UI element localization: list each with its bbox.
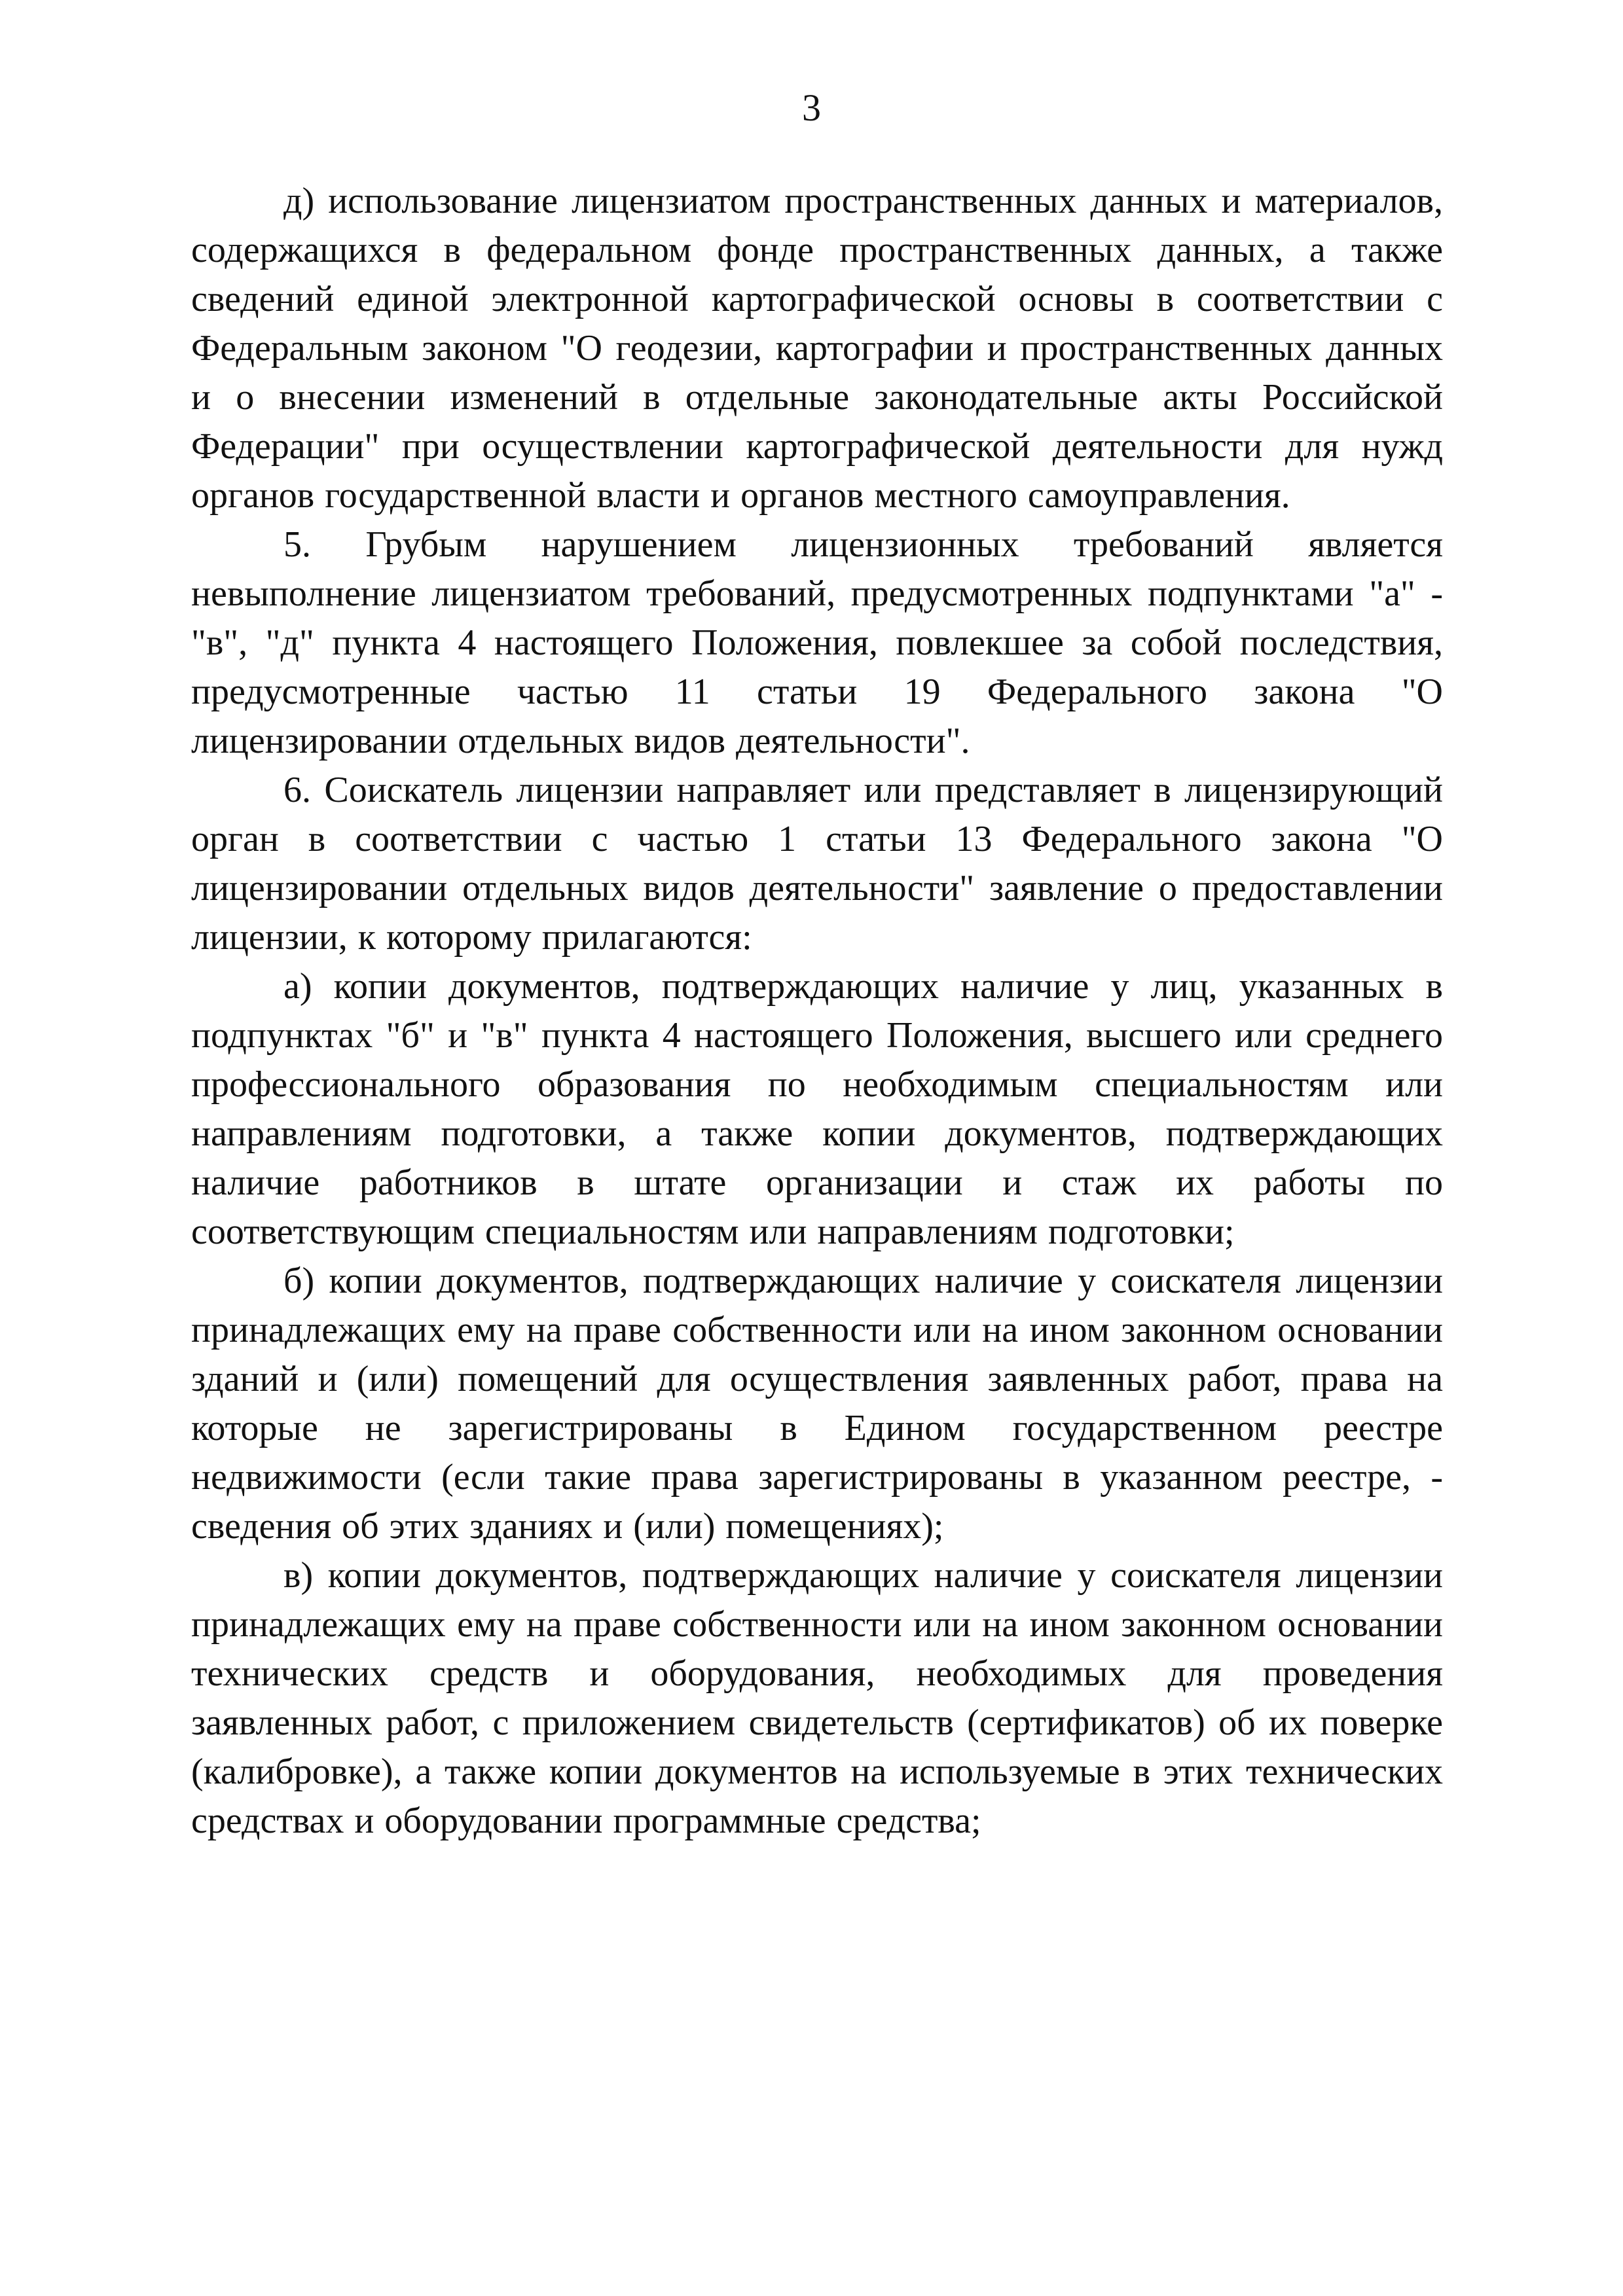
document-body: [191, 177, 1443, 1846]
paragraph-6: 6. Соискатель лицензии направляет или представляет в лицензирующий орган в соответствии с частью 1 статьи 13 Федерального закона "О лицензировании отдельных видов деятельности" заявление о предоставлении лицензии, к которому прилагаются:: [191, 770, 1443, 958]
paragraph-6a: а) копии документов, подтверждающих наличие у лиц, указанных в подпунктах "б" и "в" пункта 4 настоящего Положения, высшего или среднего профессионального образования по необходимым специальностям или направлениям подготовки, а также копии документов, подтверждающих наличие работников в штате организации и стаж их работы по соответствующим специальностям или направлениям подготовки;: [191, 966, 1443, 1252]
page-number: 3: [802, 86, 821, 129]
paragraph-6v: в) копии документов, подтверждающих наличие у соискателя лицензии принадлежащих ему на праве собственности или на ином законном основании технических средств и оборудования, необходимых для проведения заявленных работ, с приложением свидетельств (сертификатов) об их поверке (калибровке), а также копии документов на используемые в этих технических средствах и оборудовании программные средства;: [191, 1555, 1443, 1841]
paragraph-4d: д) использование лицензиатом пространственных данных и материалов, содержащихся в федеральном фонде пространственных данных, а также сведений единой электронной картографической основы в соответствии с Федеральным законом "О геодезии, картографии и пространственных данных и о внесении изменений в отдельные законодательные акты Российской Федерации" при осуществлении картографической деятельности для нужд органов государственной власти и органов местного самоуправления.: [191, 181, 1443, 516]
paragraph-5: 5. Грубым нарушением лицензионных требований является невыполнение лицензиатом требований, предусмотренных подпунктами "а" - "в", "д" пункта 4 настоящего Положения, повлекшее за собой последствия, предусмотренные частью 11 статьи 19 Федерального закона "О лицензировании отдельных видов деятельности".: [191, 524, 1443, 761]
paragraph-6b: б) копии документов, подтверждающих наличие у соискателя лицензии принадлежащих ему на праве собственности или на ином законном основании зданий и (или) помещений для осуществления заявленных работ, права на которые не зарегистрированы в Едином государственном реестре недвижимости (если такие права зарегистрированы в указанном реестре, - сведения об этих зданиях и (или) помещениях);: [191, 1261, 1443, 1547]
